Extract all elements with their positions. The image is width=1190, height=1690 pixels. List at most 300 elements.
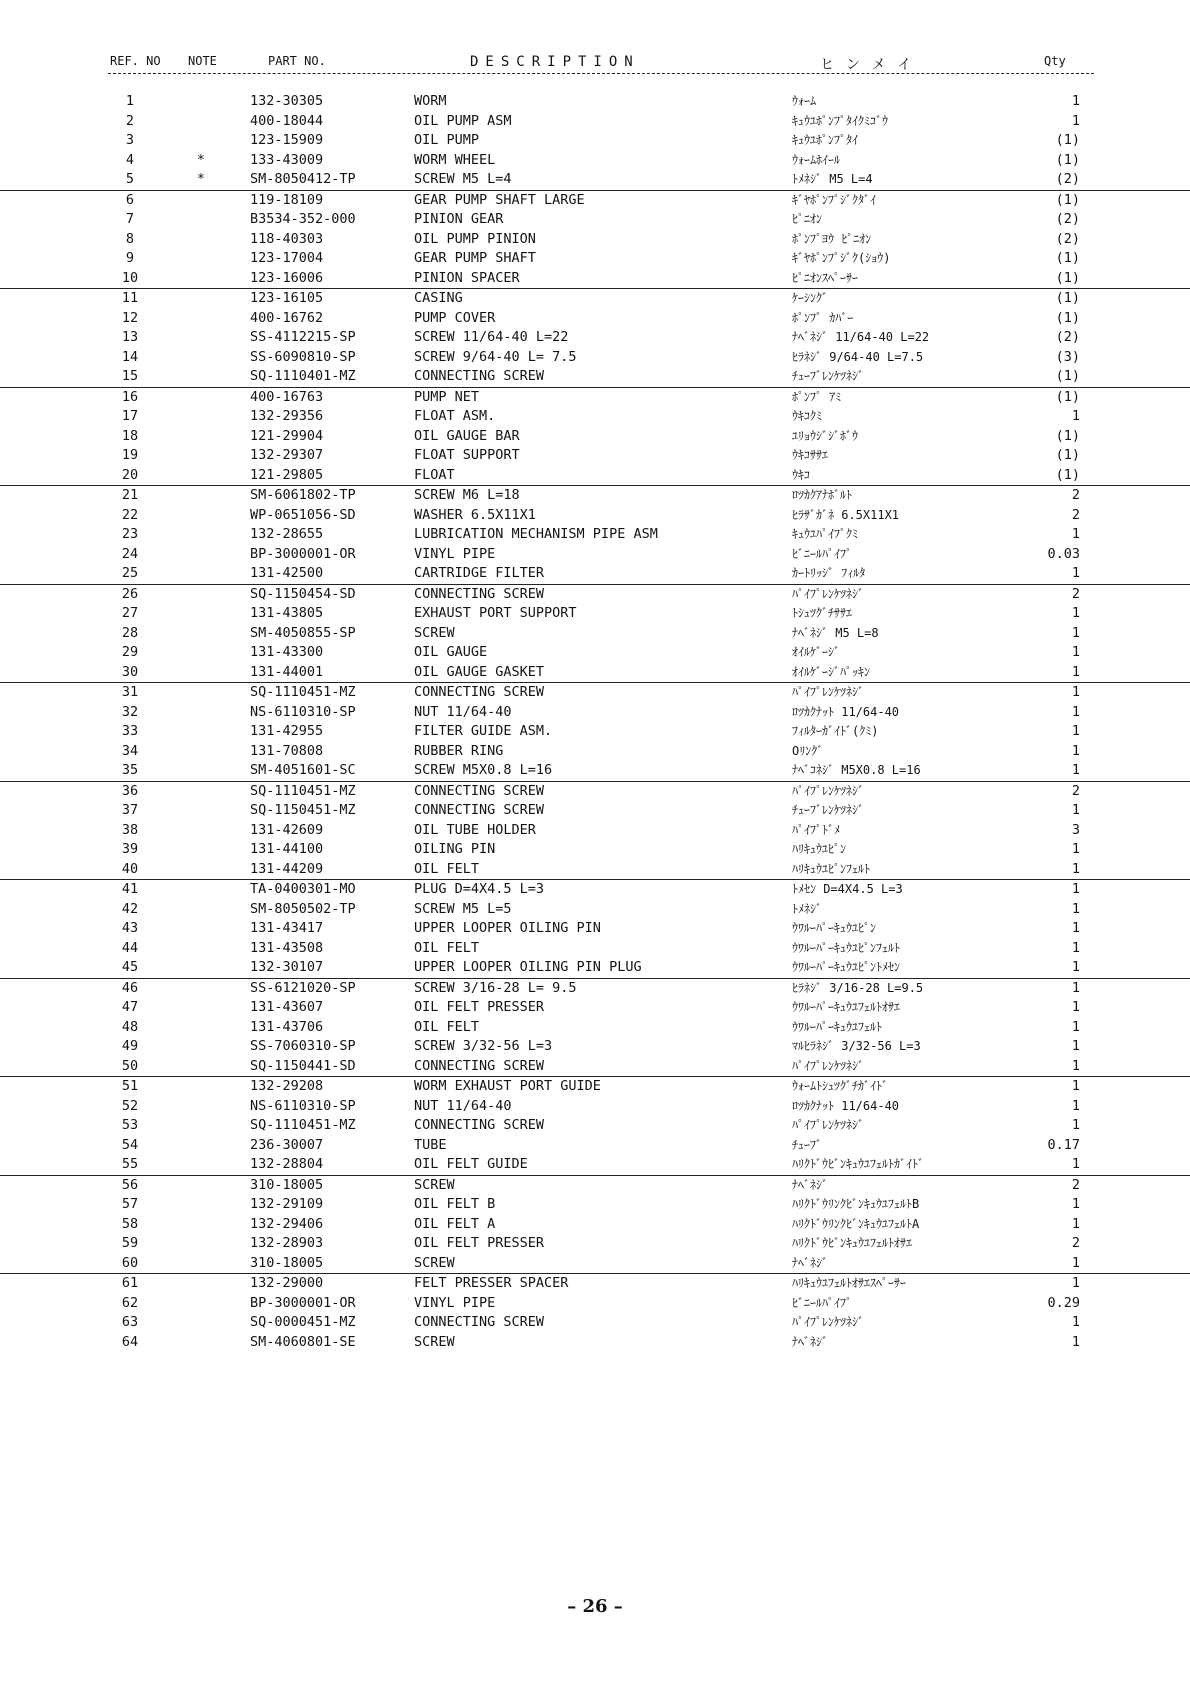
table-row bbox=[0, 998, 1190, 1018]
description-cell: OIL PUMP ASM bbox=[414, 112, 512, 129]
qty-cell: 1 bbox=[1071, 860, 1080, 877]
qty-cell: (1) bbox=[1055, 309, 1080, 326]
table-row bbox=[0, 446, 1190, 466]
table-row bbox=[0, 840, 1190, 860]
kana-name-cell: ﾋﾗﾈｼﾞ 9/64-40 L=7.5 bbox=[792, 349, 924, 364]
part-no-cell: SS-4112215-SP bbox=[250, 329, 356, 345]
description-cell: NUT 11/64-40 bbox=[414, 703, 512, 720]
kana-name-cell: ｷﾞﾔﾎﾟﾝﾌﾟｼﾞｸﾀﾞｲ bbox=[792, 192, 877, 207]
table-row bbox=[0, 427, 1190, 447]
part-no-cell: SQ-1110401-MZ bbox=[250, 368, 356, 384]
table-row bbox=[0, 249, 1190, 269]
table-row bbox=[0, 1037, 1190, 1057]
qty-cell: 1 bbox=[1071, 93, 1080, 109]
ref-no-cell: 35 bbox=[121, 762, 139, 778]
qty-cell: 1 bbox=[1071, 1314, 1080, 1330]
description-cell: OIL FELT B bbox=[414, 1196, 496, 1212]
ref-no-cell: 50 bbox=[121, 1057, 139, 1074]
part-no-cell: 123-15909 bbox=[250, 132, 324, 148]
kana-name-cell: ｶｰﾄﾘｯｼﾞ ﾌｨﾙﾀ bbox=[792, 566, 866, 580]
part-no-cell: 400-18044 bbox=[250, 112, 324, 129]
qty-cell: 1 bbox=[1071, 959, 1080, 975]
qty-cell: 0.03 bbox=[1047, 545, 1080, 562]
part-no-cell: BP-3000001-OR bbox=[250, 1294, 356, 1311]
header-kana-name: ヒンメイ bbox=[820, 57, 924, 73]
table-row bbox=[0, 1018, 1190, 1038]
qty-cell: 2 bbox=[1071, 585, 1080, 602]
part-no-cell: 132-28655 bbox=[250, 526, 324, 542]
part-no-cell: 236-30007 bbox=[250, 1136, 324, 1153]
kana-name-cell: ﾊﾘｸﾄﾞｳﾘﾝｸﾋﾞﾝｷｭｳﾕﾌｪﾙﾄA bbox=[792, 1216, 920, 1231]
qty-cell: 1 bbox=[1071, 1254, 1080, 1271]
kana-name-cell: ﾋﾞﾆｰﾙﾊﾟｲﾌﾟ bbox=[792, 1295, 853, 1310]
part-no-cell: SQ-1110451-MZ bbox=[250, 684, 356, 700]
qty-cell: 1 bbox=[1071, 408, 1080, 424]
table-row bbox=[0, 1136, 1190, 1156]
kana-name-cell: ﾊﾟｲﾌﾟﾚﾝｹﾂﾈｼﾞ bbox=[792, 783, 865, 798]
table-row bbox=[0, 151, 1190, 171]
part-no-cell: TA-0400301-MO bbox=[250, 881, 356, 897]
table-row bbox=[0, 466, 1190, 486]
description-cell: OIL GAUGE GASKET bbox=[414, 663, 545, 680]
kana-name-cell: ﾅﾍﾞﾈｼﾞ bbox=[792, 1334, 829, 1349]
table-row bbox=[0, 190, 1190, 211]
qty-cell: 2 bbox=[1071, 1235, 1080, 1251]
part-no-cell: 133-43009 bbox=[250, 151, 324, 168]
description-cell: OILING PIN bbox=[414, 841, 496, 857]
qty-cell: 1 bbox=[1071, 723, 1080, 739]
table-row bbox=[0, 131, 1190, 151]
description-cell: VINYL PIPE bbox=[414, 1294, 496, 1311]
qty-cell: 1 bbox=[1071, 802, 1080, 818]
table-row bbox=[0, 900, 1190, 920]
description-cell: OIL GAUGE BAR bbox=[414, 427, 520, 444]
kana-name-cell: ﾊﾟｲﾌﾟﾚﾝｹﾂﾈｼﾞ bbox=[792, 586, 865, 601]
kana-name-cell: ｳｫｰﾑﾄｼｭﾂｸﾞﾁｶﾞｲﾄﾞ bbox=[792, 1079, 889, 1093]
table-row bbox=[0, 545, 1190, 565]
qty-cell: 1 bbox=[1071, 1333, 1080, 1350]
description-cell: LUBRICATION MECHANISM PIPE ASM bbox=[414, 526, 658, 542]
kana-name-cell: ｳｷｺｻｻｴ bbox=[792, 448, 829, 462]
qty-cell: 1 bbox=[1071, 1156, 1080, 1172]
qty-cell: 1 bbox=[1071, 526, 1080, 542]
kana-name-cell: ﾊﾘｸﾄﾞｳﾋﾞﾝｷｭｳﾕﾌｪﾙﾄｶﾞｲﾄﾞ bbox=[792, 1157, 925, 1171]
ref-no-cell: 19 bbox=[121, 447, 139, 463]
qty-cell: 2 bbox=[1071, 782, 1080, 799]
description-cell: SCREW bbox=[414, 1254, 455, 1271]
table-row bbox=[0, 742, 1190, 762]
kana-name-cell: ﾄﾒｾﾝ D=4X4.5 L=3 bbox=[792, 882, 903, 896]
part-no-cell: 310-18005 bbox=[250, 1176, 324, 1193]
part-no-cell: 132-28903 bbox=[250, 1235, 324, 1251]
ref-no-cell: 36 bbox=[121, 782, 139, 799]
description-cell: OIL FELT bbox=[414, 860, 480, 877]
kana-name-cell: ﾛﾂｶｸｱﾅﾎﾞﾙﾄ bbox=[792, 488, 853, 502]
qty-cell: 1 bbox=[1071, 624, 1080, 641]
part-no-cell: 132-30305 bbox=[250, 93, 324, 109]
part-no-cell: 119-18109 bbox=[250, 191, 324, 208]
description-cell: CONNECTING SCREW bbox=[414, 684, 545, 700]
description-cell: SCREW bbox=[414, 624, 455, 641]
header-note: NOTE bbox=[188, 54, 217, 68]
description-cell: CASING bbox=[414, 290, 463, 306]
qty-cell: (2) bbox=[1055, 329, 1080, 345]
qty-cell: 1 bbox=[1071, 939, 1080, 956]
table-row bbox=[0, 801, 1190, 821]
qty-cell: 1 bbox=[1071, 1057, 1080, 1074]
part-no-cell: SQ-1150451-MZ bbox=[250, 802, 356, 818]
ref-no-cell: 57 bbox=[121, 1196, 139, 1212]
part-no-cell: 131-44100 bbox=[250, 841, 324, 857]
part-no-cell: 121-29904 bbox=[250, 427, 324, 444]
part-no-cell: 131-43300 bbox=[250, 644, 324, 660]
description-cell: PUMP NET bbox=[414, 388, 480, 405]
qty-cell: (1) bbox=[1055, 466, 1080, 483]
ref-no-cell: 3 bbox=[125, 132, 135, 148]
qty-cell: 1 bbox=[1071, 703, 1080, 720]
table-row bbox=[0, 112, 1190, 132]
description-cell: GEAR PUMP SHAFT bbox=[414, 250, 536, 266]
qty-cell: (1) bbox=[1055, 250, 1080, 266]
kana-name-cell: ﾊﾘｷｭｳﾕﾋﾟﾝ bbox=[792, 842, 847, 856]
qty-cell: 1 bbox=[1071, 900, 1080, 917]
description-cell: OIL TUBE HOLDER bbox=[414, 821, 536, 838]
description-cell: SCREW M5 L=4 bbox=[414, 171, 512, 187]
kana-name-cell: ﾄｼｭﾂｸﾞﾁｻｻｴ bbox=[792, 606, 853, 620]
part-no-cell: 132-30107 bbox=[250, 959, 324, 975]
ref-no-cell: 16 bbox=[121, 388, 139, 405]
ref-no-cell: 5 bbox=[125, 171, 135, 187]
part-no-cell: SQ-1150441-SD bbox=[250, 1057, 356, 1074]
table-row bbox=[0, 722, 1190, 742]
part-no-cell: 131-42955 bbox=[250, 723, 324, 739]
part-no-cell: 400-16763 bbox=[250, 388, 324, 405]
kana-name-cell: ｳﾜﾙｰﾊﾟｰｷｭｳﾕﾋﾟﾝﾌｪﾙﾄ bbox=[792, 940, 901, 955]
description-cell: SCREW M6 L=18 bbox=[414, 487, 520, 503]
header-description: DESCRIPTION bbox=[470, 54, 640, 70]
kana-name-cell: ﾋﾟﾆｵﾝ bbox=[792, 212, 823, 226]
description-cell: FELT PRESSER SPACER bbox=[414, 1275, 569, 1291]
kana-name-cell: ﾛﾂｶｸﾅｯﾄ 11/64-40 bbox=[792, 704, 900, 719]
table-row bbox=[0, 348, 1190, 368]
ref-no-cell: 58 bbox=[121, 1215, 139, 1232]
table-row bbox=[0, 584, 1190, 605]
description-cell: FLOAT SUPPORT bbox=[414, 447, 520, 463]
qty-cell: (3) bbox=[1055, 348, 1080, 365]
ref-no-cell: 38 bbox=[121, 821, 139, 838]
kana-name-cell: ｵｲﾙｹﾞｰｼﾞﾊﾟｯｷﾝ bbox=[792, 664, 871, 679]
table-row bbox=[0, 564, 1190, 584]
ref-no-cell: 4 bbox=[125, 151, 135, 168]
qty-cell: 1 bbox=[1071, 112, 1080, 129]
ref-no-cell: 18 bbox=[121, 427, 139, 444]
part-no-cell: 121-29805 bbox=[250, 466, 324, 483]
ref-no-cell: 60 bbox=[121, 1254, 139, 1271]
part-no-cell: 400-16762 bbox=[250, 309, 324, 326]
ref-no-cell: 11 bbox=[121, 290, 139, 306]
description-cell: SCREW M5X0.8 L=16 bbox=[414, 762, 553, 778]
description-cell: OIL FELT bbox=[414, 1018, 480, 1035]
kana-name-cell: ｳﾜﾙｰﾊﾟｰｷｭｳﾕﾋﾟﾝ bbox=[792, 921, 877, 935]
description-cell: OIL FELT A bbox=[414, 1215, 496, 1232]
description-cell: PLUG D=4X4.5 L=3 bbox=[414, 881, 545, 897]
table-row bbox=[0, 269, 1190, 289]
qty-cell: 1 bbox=[1071, 684, 1080, 700]
kana-name-cell: ﾁｭｰﾌﾞ bbox=[792, 1137, 823, 1152]
ref-no-cell: 47 bbox=[121, 999, 139, 1015]
kana-name-cell: ﾊﾟｲﾌﾟﾄﾞﾒ bbox=[792, 822, 841, 837]
table-row bbox=[0, 1195, 1190, 1215]
qty-cell: 1 bbox=[1071, 762, 1080, 778]
description-cell: PUMP COVER bbox=[414, 309, 496, 326]
part-no-cell: B3534-352-000 bbox=[250, 211, 356, 227]
description-cell: TUBE bbox=[414, 1136, 447, 1153]
table-row bbox=[0, 919, 1190, 939]
kana-name-cell: ｹｰｼﾝｸﾞ bbox=[792, 291, 829, 305]
qty-cell: (1) bbox=[1055, 368, 1080, 384]
description-cell: OIL FELT GUIDE bbox=[414, 1156, 528, 1172]
ref-no-cell: 62 bbox=[121, 1294, 139, 1311]
part-no-cell: SM-4051601-SC bbox=[250, 762, 356, 778]
table-row bbox=[0, 781, 1190, 802]
description-cell: OIL FELT PRESSER bbox=[414, 999, 545, 1015]
ref-no-cell: 20 bbox=[121, 466, 139, 483]
ref-no-cell: 54 bbox=[121, 1136, 139, 1153]
description-cell: SCREW 3/16-28 L= 9.5 bbox=[414, 979, 577, 996]
ref-no-cell: 24 bbox=[121, 545, 139, 562]
ref-no-cell: 63 bbox=[121, 1314, 139, 1330]
qty-cell: 1 bbox=[1071, 605, 1080, 621]
ref-no-cell: 42 bbox=[121, 900, 139, 917]
description-cell: FLOAT ASM. bbox=[414, 408, 496, 424]
part-no-cell: SM-8050412-TP bbox=[250, 171, 356, 187]
qty-cell: (2) bbox=[1055, 230, 1080, 247]
ref-no-cell: 2 bbox=[125, 112, 135, 129]
description-cell: EXHAUST PORT SUPPORT bbox=[414, 605, 577, 621]
qty-cell: 1 bbox=[1071, 644, 1080, 660]
description-cell: OIL FELT bbox=[414, 939, 480, 956]
part-no-cell: 131-70808 bbox=[250, 742, 324, 759]
table-row bbox=[0, 328, 1190, 348]
part-no-cell: 132-29406 bbox=[250, 1215, 324, 1232]
qty-cell: 1 bbox=[1071, 999, 1080, 1015]
ref-no-cell: 41 bbox=[121, 881, 139, 897]
qty-cell: 1 bbox=[1071, 1215, 1080, 1232]
description-cell: SCREW 11/64-40 L=22 bbox=[414, 329, 569, 345]
qty-cell: (2) bbox=[1055, 171, 1080, 187]
qty-cell: (1) bbox=[1055, 447, 1080, 463]
kana-name-cell: ｳｷｺｸﾐ bbox=[792, 409, 823, 423]
kana-name-cell: ﾏﾙﾋﾗﾈｼﾞ 3/32-56 L=3 bbox=[792, 1039, 921, 1053]
ref-no-cell: 27 bbox=[121, 605, 139, 621]
part-no-cell: 123-16105 bbox=[250, 290, 324, 306]
table-row bbox=[0, 1097, 1190, 1117]
description-cell: WORM bbox=[414, 93, 447, 109]
description-cell: CONNECTING SCREW bbox=[414, 1314, 545, 1330]
table-row bbox=[0, 1234, 1190, 1254]
kana-name-cell: ｷﾞﾔﾎﾟﾝﾌﾟｼﾞｸ(ｼｮｳ) bbox=[792, 251, 891, 265]
part-no-cell: 123-16006 bbox=[250, 269, 324, 286]
part-no-cell: SM-4060801-SE bbox=[250, 1333, 356, 1350]
part-no-cell: 131-42500 bbox=[250, 565, 324, 581]
part-no-cell: 131-43805 bbox=[250, 605, 324, 621]
qty-cell: 1 bbox=[1071, 742, 1080, 759]
qty-cell: (1) bbox=[1055, 290, 1080, 306]
kana-name-cell: ｳﾜﾙｰﾊﾟｰｷｭｳﾕﾋﾟﾝﾄﾒｾﾝ bbox=[792, 960, 901, 974]
table-row bbox=[0, 703, 1190, 723]
description-cell: FLOAT bbox=[414, 466, 455, 483]
qty-cell: 1 bbox=[1071, 1038, 1080, 1054]
qty-cell: 1 bbox=[1071, 841, 1080, 857]
ref-no-cell: 46 bbox=[121, 979, 139, 996]
part-no-cell: SS-6090810-SP bbox=[250, 348, 356, 365]
ref-no-cell: 30 bbox=[121, 663, 139, 680]
qty-cell: 2 bbox=[1071, 1176, 1080, 1193]
kana-name-cell: ﾄﾒﾈｼﾞ M5 L=4 bbox=[792, 172, 873, 186]
qty-cell: 3 bbox=[1071, 821, 1080, 838]
note-cell: * bbox=[196, 171, 206, 187]
part-no-cell: 123-17004 bbox=[250, 250, 324, 266]
qty-cell: 1 bbox=[1071, 1196, 1080, 1212]
qty-cell: (2) bbox=[1055, 211, 1080, 227]
description-cell: SCREW M5 L=5 bbox=[414, 900, 512, 917]
qty-cell: 1 bbox=[1071, 1018, 1080, 1035]
table-row bbox=[0, 643, 1190, 663]
table-row bbox=[0, 309, 1190, 329]
description-cell: NUT 11/64-40 bbox=[414, 1097, 512, 1114]
table-row bbox=[0, 170, 1190, 190]
qty-cell: 1 bbox=[1071, 920, 1080, 936]
description-cell: OIL PUMP PINION bbox=[414, 230, 536, 247]
kana-name-cell: ｳﾜﾙｰﾊﾟｰｷｭｳﾕﾌｪﾙﾄｵｻｴ bbox=[792, 1000, 901, 1014]
description-cell: CONNECTING SCREW bbox=[414, 1057, 545, 1074]
description-cell: CARTRIDGE FILTER bbox=[414, 565, 545, 581]
parts-table-body bbox=[0, 92, 1190, 1352]
kana-name-cell: ｷｭｳﾕﾎﾟﾝﾌﾟﾀｲｸﾐｺﾞｳ bbox=[792, 113, 889, 128]
qty-cell: (1) bbox=[1055, 269, 1080, 286]
part-no-cell: 131-44209 bbox=[250, 860, 324, 877]
kana-name-cell: ﾎﾟﾝﾌﾟ ｶﾊﾞｰ bbox=[792, 310, 854, 325]
table-row bbox=[0, 1175, 1190, 1196]
table-row bbox=[0, 230, 1190, 250]
kana-name-cell: ｳﾜﾙｰﾊﾟｰｷｭｳﾕﾌｪﾙﾄ bbox=[792, 1019, 883, 1034]
qty-cell: 1 bbox=[1071, 881, 1080, 897]
part-no-cell: 132-29208 bbox=[250, 1078, 324, 1094]
description-cell: GEAR PUMP SHAFT LARGE bbox=[414, 191, 585, 208]
kana-name-cell: ﾅﾍﾞﾈｼﾞ bbox=[792, 1177, 829, 1192]
table-row bbox=[0, 1116, 1190, 1136]
table-header bbox=[0, 52, 1190, 76]
qty-cell: 1 bbox=[1071, 1275, 1080, 1291]
ref-no-cell: 32 bbox=[121, 703, 139, 720]
part-no-cell: SM-4050855-SP bbox=[250, 624, 356, 641]
table-row bbox=[0, 1057, 1190, 1077]
qty-cell: 1 bbox=[1071, 1078, 1080, 1094]
ref-no-cell: 51 bbox=[121, 1078, 139, 1094]
table-row bbox=[0, 1215, 1190, 1235]
part-no-cell: SM-8050502-TP bbox=[250, 900, 356, 917]
ref-no-cell: 33 bbox=[121, 723, 139, 739]
qty-cell: 1 bbox=[1071, 1097, 1080, 1114]
description-cell: CONNECTING SCREW bbox=[414, 368, 545, 384]
table-row bbox=[0, 1076, 1190, 1097]
part-no-cell: BP-3000001-OR bbox=[250, 545, 356, 562]
kana-name-cell: ﾁｭｰﾌﾞﾚﾝｹﾂﾈｼﾞ bbox=[792, 803, 865, 817]
qty-cell: (1) bbox=[1055, 388, 1080, 405]
kana-name-cell: ﾄﾒﾈｼﾞ bbox=[792, 901, 823, 916]
ref-no-cell: 17 bbox=[121, 408, 139, 424]
kana-name-cell: ｳｫｰﾑﾎｲｰﾙ bbox=[792, 152, 841, 167]
description-cell: CONNECTING SCREW bbox=[414, 802, 545, 818]
kana-name-cell: ﾊﾘｷｭｳﾕﾌｪﾙﾄｵｻｴｽﾍﾟｰｻｰ bbox=[792, 1276, 907, 1290]
part-no-cell: 118-40303 bbox=[250, 230, 324, 247]
table-row bbox=[0, 288, 1190, 309]
ref-no-cell: 31 bbox=[121, 684, 139, 700]
part-no-cell: NS-6110310-SP bbox=[250, 703, 356, 720]
ref-no-cell: 43 bbox=[121, 920, 139, 936]
note-cell: * bbox=[196, 151, 206, 168]
table-row bbox=[0, 939, 1190, 959]
table-row bbox=[0, 663, 1190, 683]
header-dashed-rule bbox=[108, 73, 1094, 74]
page-number: – 26 – bbox=[567, 1596, 623, 1617]
part-no-cell: SQ-0000451-MZ bbox=[250, 1314, 356, 1330]
part-no-cell: SQ-1110451-MZ bbox=[250, 1117, 356, 1133]
kana-name-cell: ｳｫｰﾑ bbox=[792, 94, 817, 108]
part-no-cell: 131-43607 bbox=[250, 999, 324, 1015]
kana-name-cell: ﾊﾘｸﾄﾞｳﾘﾝｸﾋﾞﾝｷｭｳﾕﾌｪﾙﾄB bbox=[792, 1197, 920, 1211]
ref-no-cell: 23 bbox=[121, 526, 139, 542]
ref-no-cell: 52 bbox=[121, 1097, 139, 1114]
description-cell: RUBBER RING bbox=[414, 742, 504, 759]
table-row bbox=[0, 1294, 1190, 1314]
table-row bbox=[0, 387, 1190, 408]
table-row bbox=[0, 407, 1190, 427]
description-cell: VINYL PIPE bbox=[414, 545, 496, 562]
qty-cell: (1) bbox=[1055, 132, 1080, 148]
table-row bbox=[0, 506, 1190, 526]
table-row bbox=[0, 624, 1190, 644]
kana-name-cell: ﾅﾍﾞﾈｼﾞ bbox=[792, 1255, 829, 1270]
qty-cell: 0.17 bbox=[1047, 1136, 1080, 1153]
part-no-cell: 131-42609 bbox=[250, 821, 324, 838]
qty-cell: (1) bbox=[1055, 427, 1080, 444]
kana-name-cell: ﾅﾍﾞﾈｼﾞ 11/64-40 L=22 bbox=[792, 330, 930, 344]
qty-cell: 2 bbox=[1071, 506, 1080, 523]
kana-name-cell: ﾋﾗﾈｼﾞ 3/16-28 L=9.5 bbox=[792, 980, 924, 995]
kana-name-cell: ｷｭｳﾕﾊﾟｲﾌﾟｸﾐ bbox=[792, 527, 859, 541]
ref-no-cell: 55 bbox=[121, 1156, 139, 1172]
qty-cell: (1) bbox=[1055, 191, 1080, 208]
kana-name-cell: ﾊﾟｲﾌﾟﾚﾝｹﾂﾈｼﾞ bbox=[792, 685, 865, 699]
table-row bbox=[0, 879, 1190, 900]
ref-no-cell: 7 bbox=[125, 211, 135, 227]
description-cell: WORM WHEEL bbox=[414, 151, 496, 168]
kana-name-cell: ﾊﾟｲﾌﾟﾚﾝｹﾂﾈｼﾞ bbox=[792, 1118, 865, 1132]
table-row bbox=[0, 1273, 1190, 1294]
qty-cell: 1 bbox=[1071, 565, 1080, 581]
kana-name-cell: ﾋﾞﾆｰﾙﾊﾟｲﾌﾟ bbox=[792, 546, 853, 561]
qty-cell: 1 bbox=[1071, 979, 1080, 996]
qty-cell: 1 bbox=[1071, 663, 1080, 680]
ref-no-cell: 39 bbox=[121, 841, 139, 857]
ref-no-cell: 26 bbox=[121, 585, 139, 602]
kana-name-cell: ﾊﾘｷｭｳﾕﾋﾟﾝﾌｪﾙﾄ bbox=[792, 861, 871, 876]
ref-no-cell: 61 bbox=[121, 1275, 139, 1291]
qty-cell: 1 bbox=[1071, 1117, 1080, 1133]
kana-name-cell: ﾁｭｰﾌﾞﾚﾝｹﾂﾈｼﾞ bbox=[792, 369, 865, 383]
ref-no-cell: 59 bbox=[121, 1235, 139, 1251]
